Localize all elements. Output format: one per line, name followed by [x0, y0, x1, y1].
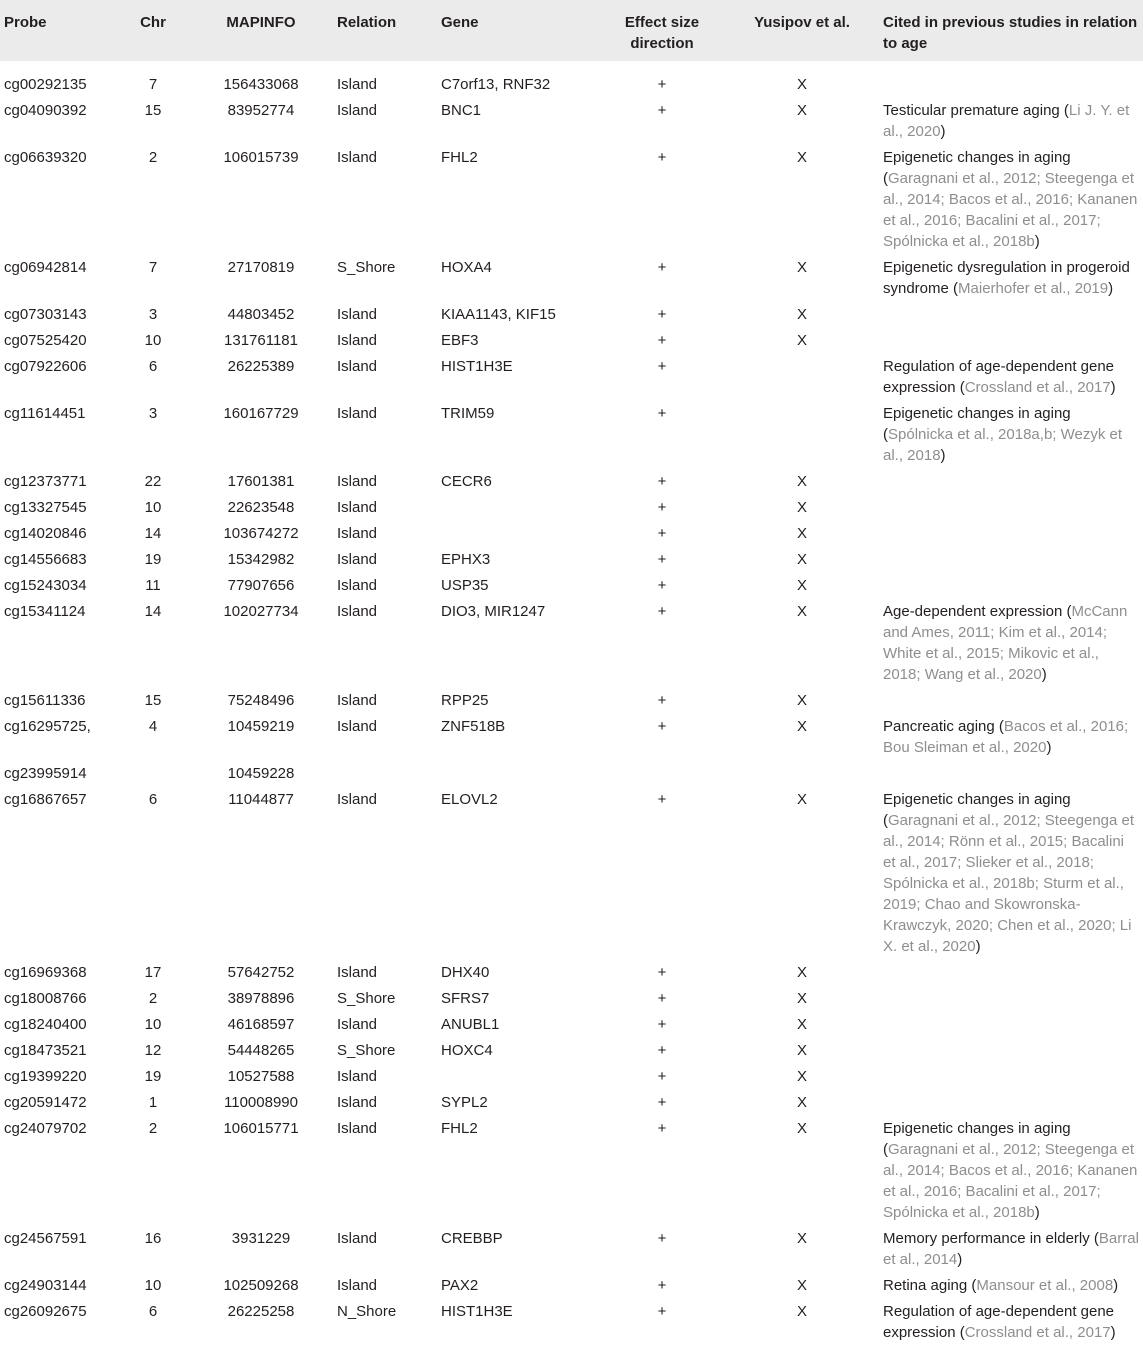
table-row — [0, 328, 1143, 354]
cited-text: ) — [1041, 666, 1047, 683]
table-row — [0, 61, 1143, 98]
cell-effect-size-direction: + — [657, 577, 667, 594]
cited-text: ) — [975, 938, 981, 955]
cell-probe: cg06639320 — [4, 149, 87, 166]
cited-text: ) — [940, 123, 946, 140]
table-row — [0, 401, 1143, 469]
cell-chr: 14 — [144, 603, 162, 620]
table-row — [0, 688, 1143, 714]
cell-cited — [879, 98, 1143, 145]
cell-chr: 2 — [148, 1120, 158, 1137]
header-effect-size-direction: Effect size direction — [599, 0, 725, 61]
cell-effect-size-direction: + — [657, 1230, 667, 1247]
table-row — [0, 787, 1143, 960]
cell-chr: 1 — [148, 1094, 158, 1111]
cell-effect-size-direction: + — [657, 1277, 667, 1294]
cell-mapinfo: 27170819 — [227, 259, 295, 276]
cell-probe: cg04090392 — [4, 102, 87, 119]
cell-yusipov: X — [796, 102, 807, 119]
table-row — [0, 1116, 1143, 1226]
table-row — [0, 1226, 1143, 1273]
table-row — [0, 599, 1143, 688]
cell-yusipov: X — [796, 1094, 807, 1111]
cell-yusipov: X — [796, 306, 807, 323]
cell-yusipov: X — [796, 964, 807, 981]
cell-relation: Island — [337, 358, 378, 375]
cell-cited — [879, 328, 1143, 354]
header-mapinfo: MAPINFO — [189, 0, 333, 61]
cell-mapinfo: 3931229 — [231, 1230, 291, 1247]
cell-yusipov: X — [796, 603, 807, 620]
cell-relation: Island — [337, 692, 378, 709]
cell-cited — [879, 521, 1143, 547]
cell-relation: Island — [337, 1277, 378, 1294]
cited-text: ) — [1110, 379, 1116, 396]
cell-yusipov: X — [796, 718, 807, 735]
cell-effect-size-direction: + — [657, 1094, 667, 1111]
cell-cited — [879, 1273, 1143, 1299]
cell-cited — [879, 960, 1143, 986]
cell-probe: cg19399220 — [4, 1068, 87, 1085]
cited-text: Pancreatic aging ( — [883, 718, 1004, 735]
cell-cited — [879, 1064, 1143, 1090]
cell-mapinfo: 17601381 — [227, 473, 295, 490]
cell-chr: 15 — [144, 102, 162, 119]
cell-gene: C7orf13, RNF32 — [441, 76, 551, 93]
table-row — [0, 1299, 1143, 1346]
cell-effect-size-direction: + — [657, 358, 667, 375]
cell-probe: cg00292135 — [4, 76, 87, 93]
cell-mapinfo: 110008990 — [224, 1094, 298, 1111]
cell-gene: HIST1H3E — [441, 358, 513, 375]
cell-mapinfo: 83952774 — [227, 102, 295, 119]
cell-yusipov: X — [796, 791, 807, 808]
cell-yusipov: X — [796, 76, 807, 93]
table-row — [0, 469, 1143, 495]
cell-gene: SFRS7 — [441, 990, 490, 1007]
cell-cited — [879, 401, 1143, 469]
citation-link[interactable]: Spólnicka et al., 2018a,b; Wezyk et al., 2018 — [883, 426, 1123, 464]
cell-mapinfo: 10459228 — [227, 765, 295, 782]
cell-relation — [333, 761, 437, 787]
cell-chr: 7 — [148, 76, 158, 93]
cell-probe: cg24567591 — [4, 1230, 87, 1247]
cell-probe: cg24079702 — [4, 1120, 87, 1137]
cell-chr: 4 — [148, 718, 158, 735]
cell-gene: BNC1 — [441, 102, 482, 119]
cell-cited — [879, 145, 1143, 255]
cell-probe: cg15611336 — [4, 692, 86, 709]
cell-gene: DHX40 — [441, 964, 490, 981]
cell-effect-size-direction: + — [657, 332, 667, 349]
header-cited: Cited in previous studies in relation to age — [879, 0, 1143, 61]
cell-effect-size-direction: + — [657, 603, 667, 620]
table-row — [0, 1012, 1143, 1038]
cell-mapinfo: 131761181 — [224, 332, 298, 349]
cited-text: ) — [1113, 1277, 1119, 1294]
cell-chr: 22 — [144, 473, 162, 490]
cell-effect-size-direction: + — [657, 1303, 667, 1320]
cell-relation: Island — [337, 1230, 378, 1247]
cell-gene: HOXA4 — [441, 259, 492, 276]
table-row — [0, 354, 1143, 401]
cell-gene: TRIM59 — [441, 405, 495, 422]
cited-text: ) — [1034, 233, 1040, 250]
header-row — [0, 0, 1143, 61]
cell-effect-size-direction: + — [657, 964, 667, 981]
header-yusipov: Yusipov et al. — [725, 0, 879, 61]
cell-effect-size-direction: + — [657, 1016, 667, 1033]
header-relation: Relation — [333, 0, 437, 61]
cell-effect-size-direction: + — [657, 692, 667, 709]
citation-link[interactable]: Garagnani et al., 2012; Steegenga et al., 2014; Bacos et al., 2016; Kananen et al., 2016; Bacalini et al., 2017; Spólnicka et al., 2018b — [883, 1141, 1138, 1221]
cell-gene: SYPL2 — [441, 1094, 488, 1111]
cell-chr — [117, 761, 189, 787]
cell-chr: 16 — [144, 1230, 162, 1247]
cell-chr: 7 — [148, 259, 158, 276]
cell-relation: S_Shore — [337, 259, 396, 276]
cell-effect-size-direction: + — [657, 1120, 667, 1137]
cell-relation: Island — [337, 603, 378, 620]
cell-chr: 6 — [148, 358, 158, 375]
cell-yusipov: X — [796, 990, 807, 1007]
cell-gene — [437, 521, 599, 547]
cell-cited — [879, 714, 1143, 761]
cell-mapinfo: 77907656 — [227, 577, 295, 594]
cell-relation: S_Shore — [337, 1042, 396, 1059]
cell-mapinfo: 46168597 — [227, 1016, 295, 1033]
cited-text: ) — [1110, 1324, 1116, 1341]
cell-probe: cg20591472 — [4, 1094, 87, 1111]
cell-relation: Island — [337, 149, 378, 166]
cell-probe: cg07303143 — [4, 306, 87, 323]
cell-cited — [879, 787, 1143, 960]
cell-relation: Island — [337, 102, 378, 119]
cell-mapinfo: 103674272 — [223, 525, 299, 542]
cell-relation: Island — [337, 332, 378, 349]
cell-probe: cg07922606 — [4, 358, 87, 375]
cell-yusipov — [725, 401, 879, 469]
table-row — [0, 986, 1143, 1012]
cited-text: Memory performance in elderly ( — [883, 1230, 1099, 1247]
cited-text: Age-dependent expression ( — [883, 603, 1072, 620]
cell-yusipov: X — [796, 473, 807, 490]
cell-yusipov: X — [796, 692, 807, 709]
cell-relation: Island — [337, 1016, 378, 1033]
table-row — [0, 1273, 1143, 1299]
table-row — [0, 521, 1143, 547]
cited-text: Regulation of age-dependent gene expression ( — [883, 358, 1115, 396]
cell-mapinfo: 15342982 — [227, 551, 295, 568]
cell-probe: cg15243034 — [4, 577, 87, 594]
cited-text: ) — [1108, 280, 1114, 297]
cell-relation: Island — [337, 791, 378, 808]
cell-chr: 10 — [144, 332, 162, 349]
cell-cited — [879, 599, 1143, 688]
cell-gene: HIST1H3E — [441, 1303, 513, 1320]
cell-chr: 10 — [144, 1016, 162, 1033]
cell-gene: CECR6 — [441, 473, 492, 490]
cell-probe: cg23995914 — [4, 765, 87, 782]
cell-cited — [879, 1012, 1143, 1038]
cited-text: ) — [1046, 739, 1052, 756]
cell-mapinfo: 106015771 — [223, 1120, 299, 1137]
cell-gene: ANUBL1 — [441, 1016, 500, 1033]
cell-effect-size-direction: + — [657, 259, 667, 276]
cell-gene: RPP25 — [441, 692, 489, 709]
cell-mapinfo: 26225389 — [227, 358, 295, 375]
cell-relation: Island — [337, 1094, 378, 1111]
table-row — [0, 960, 1143, 986]
cell-probe: cg11614451 — [4, 405, 86, 422]
cell-yusipov: X — [796, 1042, 807, 1059]
cell-effect-size-direction: + — [657, 1068, 667, 1085]
table-row — [0, 255, 1143, 302]
cell-effect-size-direction: + — [657, 791, 667, 808]
cell-probe: cg14020846 — [4, 525, 87, 542]
cell-effect-size-direction: + — [657, 990, 667, 1007]
cell-cited — [879, 302, 1143, 328]
cell-mapinfo: 54448265 — [227, 1042, 295, 1059]
cell-probe: cg18473521 — [4, 1042, 87, 1059]
cell-mapinfo: 10459219 — [227, 718, 295, 735]
cited-text: Epigenetic changes in aging ( — [883, 1120, 1071, 1158]
cell-cited — [879, 1090, 1143, 1116]
cell-yusipov: X — [796, 1120, 807, 1137]
table-row — [0, 302, 1143, 328]
table-row — [0, 145, 1143, 255]
cell-chr: 17 — [144, 964, 162, 981]
cited-text: Epigenetic changes in aging ( — [883, 405, 1071, 443]
cell-cited — [879, 547, 1143, 573]
cell-probe: cg06942814 — [4, 259, 87, 276]
cell-relation: Island — [337, 1068, 378, 1085]
citation-link[interactable]: Garagnani et al., 2012; Steegenga et al., 2014; Bacos et al., 2016; Kananen et al., 2016; Bacalini et al., 2017; Spólnicka et al., 2018b — [883, 170, 1138, 250]
cell-effect-size-direction: + — [657, 102, 667, 119]
cell-gene: FHL2 — [441, 1120, 478, 1137]
cell-mapinfo: 26225258 — [227, 1303, 295, 1320]
cell-yusipov: X — [796, 499, 807, 516]
cell-gene — [437, 761, 599, 787]
cell-effect-size-direction — [599, 761, 725, 787]
cell-probe: cg12373771 — [4, 473, 87, 490]
cell-yusipov: X — [796, 149, 807, 166]
cell-gene: CREBBP — [441, 1230, 503, 1247]
cell-cited — [879, 688, 1143, 714]
table-row — [0, 1090, 1143, 1116]
cell-cited — [879, 255, 1143, 302]
cell-chr: 2 — [148, 149, 158, 166]
cell-mapinfo: 22623548 — [227, 499, 295, 516]
cell-probe: cg24903144 — [4, 1277, 87, 1294]
cell-gene: EPHX3 — [441, 551, 491, 568]
citation-link[interactable]: Li J. Y. et al., 2020 — [883, 102, 1130, 140]
table-row — [0, 1038, 1143, 1064]
cell-effect-size-direction: + — [657, 718, 667, 735]
cell-chr: 14 — [144, 525, 162, 542]
cell-cited — [879, 1116, 1143, 1226]
cell-mapinfo: 102027734 — [223, 603, 299, 620]
cell-chr: 11 — [145, 577, 161, 594]
cell-effect-size-direction: + — [657, 149, 667, 166]
cell-mapinfo: 156433068 — [223, 76, 299, 93]
cell-probe: cg13327545 — [4, 499, 87, 516]
cell-yusipov: X — [796, 577, 807, 594]
cell-probe: cg18008766 — [4, 990, 87, 1007]
cell-probe: cg16969368 — [4, 964, 87, 981]
citation-link[interactable]: Crossland et al., 2017 — [964, 379, 1111, 396]
cell-relation: Island — [337, 964, 378, 981]
cell-mapinfo: 38978896 — [227, 990, 295, 1007]
cell-relation: Island — [337, 1120, 378, 1137]
cell-relation: N_Shore — [337, 1303, 397, 1320]
cited-text: Epigenetic changes in aging ( — [883, 791, 1071, 829]
cell-mapinfo: 44803452 — [227, 306, 295, 323]
cell-probe: cg18240400 — [4, 1016, 87, 1033]
cell-chr: 6 — [148, 1303, 158, 1320]
cell-relation: Island — [337, 76, 378, 93]
cited-text: Testicular premature aging ( — [883, 102, 1069, 119]
cell-gene: FHL2 — [441, 149, 478, 166]
cell-chr: 3 — [148, 306, 158, 323]
citation-link[interactable]: Garagnani et al., 2012; Steegenga et al., 2014; Rönn et al., 2015; Bacalini et al., 2017; Slieker et al., 2018; Spólnicka et al., 2018b; Sturm et al., 2019; Chao and Skowronska-Krawczyk, 2020; Chen et al., 2020; Li X. et al., 2020 — [883, 812, 1135, 955]
cell-chr: 15 — [144, 692, 162, 709]
cell-relation: Island — [337, 405, 378, 422]
cell-gene: EBF3 — [441, 332, 479, 349]
cell-relation: Island — [337, 499, 378, 516]
cell-chr: 12 — [144, 1042, 162, 1059]
cell-mapinfo: 160167729 — [223, 405, 299, 422]
cell-probe: cg26092675 — [4, 1303, 87, 1320]
cell-probe: cg07525420 — [4, 332, 87, 349]
cell-relation: Island — [337, 473, 378, 490]
cell-effect-size-direction: + — [657, 1042, 667, 1059]
cell-chr: 2 — [148, 990, 158, 1007]
cell-cited — [879, 1299, 1143, 1346]
table-body — [0, 61, 1143, 1346]
table-row — [0, 714, 1143, 761]
citation-link[interactable]: Bacos et al., 2016; Bou Sleiman et al., 2020 — [883, 718, 1129, 756]
cell-yusipov — [725, 354, 879, 401]
cell-yusipov: X — [796, 551, 807, 568]
cell-cited — [879, 495, 1143, 521]
cell-yusipov: X — [796, 1230, 807, 1247]
cell-gene: DIO3, MIR1247 — [441, 603, 546, 620]
cell-gene — [437, 1064, 599, 1090]
cell-mapinfo: 10527588 — [227, 1068, 295, 1085]
cell-relation: Island — [337, 551, 378, 568]
citation-link[interactable]: Crossland et al., 2017 — [964, 1324, 1111, 1341]
cited-text: Epigenetic changes in aging ( — [883, 149, 1071, 187]
header-probe: Probe — [0, 0, 117, 61]
cited-text: Epigenetic dysregulation in progeroid syndrome ( — [883, 259, 1130, 297]
cell-gene: ELOVL2 — [441, 791, 498, 808]
citation-link[interactable]: McCann and Ames, 2011; Kim et al., 2014; White et al., 2015; Mikovic et al., 2018; Wang et al., 2020 — [883, 603, 1128, 683]
cell-effect-size-direction: + — [657, 551, 667, 568]
cell-cited — [879, 1038, 1143, 1064]
table-row — [0, 547, 1143, 573]
cell-chr: 19 — [144, 551, 162, 568]
cell-chr: 6 — [148, 791, 158, 808]
cell-effect-size-direction: + — [657, 76, 667, 93]
table-row — [0, 495, 1143, 521]
table-row — [0, 573, 1143, 599]
table-header — [0, 0, 1143, 61]
citation-link[interactable]: Maierhofer et al., 2019 — [958, 280, 1109, 297]
cell-effect-size-direction: + — [657, 473, 667, 490]
cell-yusipov — [725, 761, 879, 787]
cell-cited — [879, 61, 1143, 98]
table-row — [0, 1064, 1143, 1090]
cell-gene: PAX2 — [441, 1277, 479, 1294]
cell-yusipov: X — [796, 525, 807, 542]
cell-effect-size-direction: + — [657, 525, 667, 542]
cell-cited — [879, 469, 1143, 495]
cell-mapinfo: 102509268 — [223, 1277, 299, 1294]
cited-text: Retina aging ( — [883, 1277, 977, 1294]
cell-gene: KIAA1143, KIF15 — [441, 306, 556, 323]
cell-yusipov: X — [796, 1277, 807, 1294]
cell-mapinfo: 57642752 — [227, 964, 295, 981]
cell-probe: cg16295725, — [4, 718, 91, 735]
header-gene: Gene — [437, 0, 599, 61]
citation-link[interactable]: Mansour et al., 2008 — [976, 1277, 1114, 1294]
cell-probe: cg16867657 — [4, 791, 87, 808]
table-row — [0, 761, 1143, 787]
cell-gene: ZNF518B — [441, 718, 506, 735]
cell-cited — [879, 1226, 1143, 1273]
citation-link[interactable]: Barral et al., 2014 — [883, 1230, 1139, 1268]
cell-chr: 3 — [148, 405, 158, 422]
cell-yusipov: X — [796, 259, 807, 276]
cell-probe: cg14556683 — [4, 551, 87, 568]
cell-probe: cg15341124 — [4, 603, 86, 620]
cited-text: ) — [940, 447, 946, 464]
cell-effect-size-direction: + — [657, 405, 667, 422]
cited-text: ) — [1034, 1204, 1040, 1221]
cell-cited — [879, 986, 1143, 1012]
cell-yusipov: X — [796, 1016, 807, 1033]
cell-gene: USP35 — [441, 577, 489, 594]
cell-relation: Island — [337, 306, 378, 323]
cited-text: Regulation of age-dependent gene expression ( — [883, 1303, 1115, 1341]
table-row — [0, 98, 1143, 145]
cell-gene: HOXC4 — [441, 1042, 493, 1059]
cell-mapinfo: 106015739 — [223, 149, 299, 166]
cell-cited — [879, 354, 1143, 401]
cell-yusipov: X — [796, 332, 807, 349]
cell-relation: S_Shore — [337, 990, 396, 1007]
cell-cited — [879, 761, 1143, 787]
cell-cited — [879, 573, 1143, 599]
header-chr: Chr — [117, 0, 189, 61]
cited-text: ) — [957, 1251, 963, 1268]
cell-mapinfo: 75248496 — [227, 692, 295, 709]
cell-effect-size-direction: + — [657, 499, 667, 516]
cell-relation: Island — [337, 525, 378, 542]
cell-yusipov: X — [796, 1068, 807, 1085]
cell-chr: 19 — [144, 1068, 162, 1085]
cell-yusipov: X — [796, 1303, 807, 1320]
cell-mapinfo: 11044877 — [228, 791, 294, 808]
cell-effect-size-direction: + — [657, 306, 667, 323]
cell-chr: 10 — [144, 1277, 162, 1294]
cell-relation: Island — [337, 718, 378, 735]
cell-gene — [437, 495, 599, 521]
cell-chr: 10 — [144, 499, 162, 516]
cell-relation: Island — [337, 577, 378, 594]
